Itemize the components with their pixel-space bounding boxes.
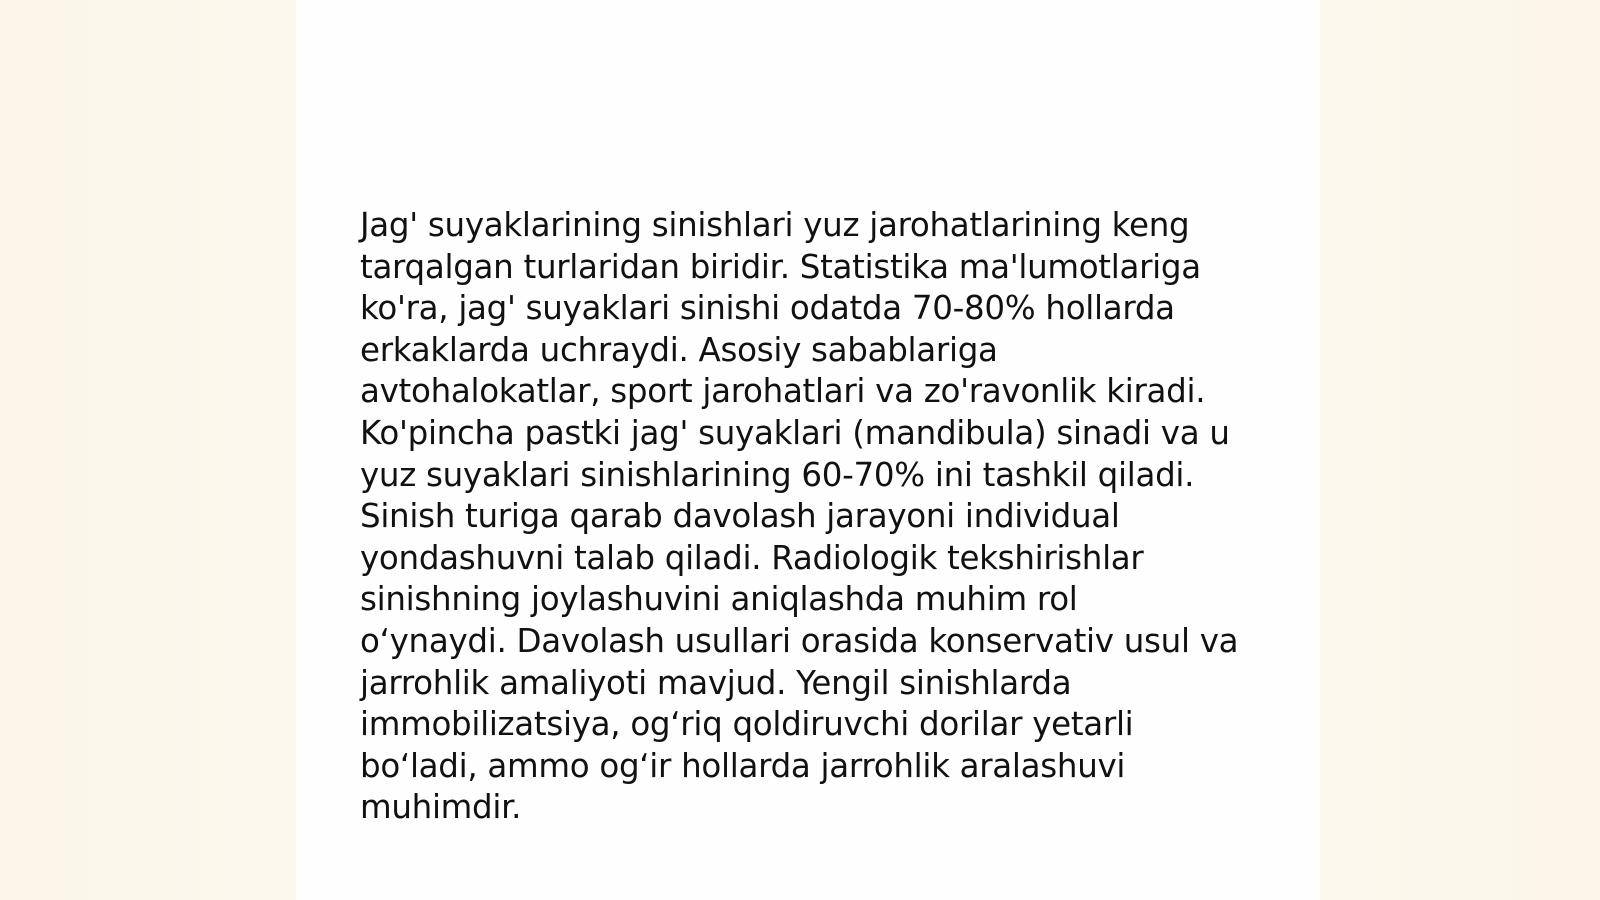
text-line: Sinish turiga qarab davolash jarayoni individual [360,497,1120,536]
text-line: sinishning joylashuvini aniqlashda muhim rol [360,580,1078,619]
text-line: yondashuvni talab qiladi. Radiologik tekshirishlar [360,538,1144,577]
text-line: avtohalokatlar, sport jarohatlari va zo'ravonlik kiradi. [360,372,1206,411]
text-line: ko'ra, jag' suyaklari sinishi odatda 70-80% hollarda [360,289,1175,328]
text-line: yuz suyaklari sinishlarining 60-70% ini tashkil qiladi. [360,455,1195,494]
text-line: immobilizatsiya, og‘riq qoldiruvchi dorilar yetarli [360,705,1134,744]
text-line: muhimdir. [360,788,522,827]
text-line: Jag' suyaklarining sinishlari yuz jarohatlarining keng [360,206,1190,244]
text-line: jarrohlik amaliyoti mavjud. Yengil sinishlarda [360,663,1072,702]
text-line: tarqalgan turlaridan biridir. Statistika ma'lumotlariga [360,247,1201,286]
text-line: bo‘ladi, ammo og‘ir hollarda jarrohlik aralashuvi [360,746,1126,785]
text-line: erkaklarda uchraydi. Asosiy sabablariga [360,330,998,369]
text-line: Ko'pincha pastki jag' suyaklari (mandibula) sinadi va u [360,413,1230,452]
body-paragraph [360,205,1260,829]
text-line: o‘ynaydi. Davolash usullari orasida konservativ usul va [360,621,1239,660]
document-page [296,0,1320,900]
